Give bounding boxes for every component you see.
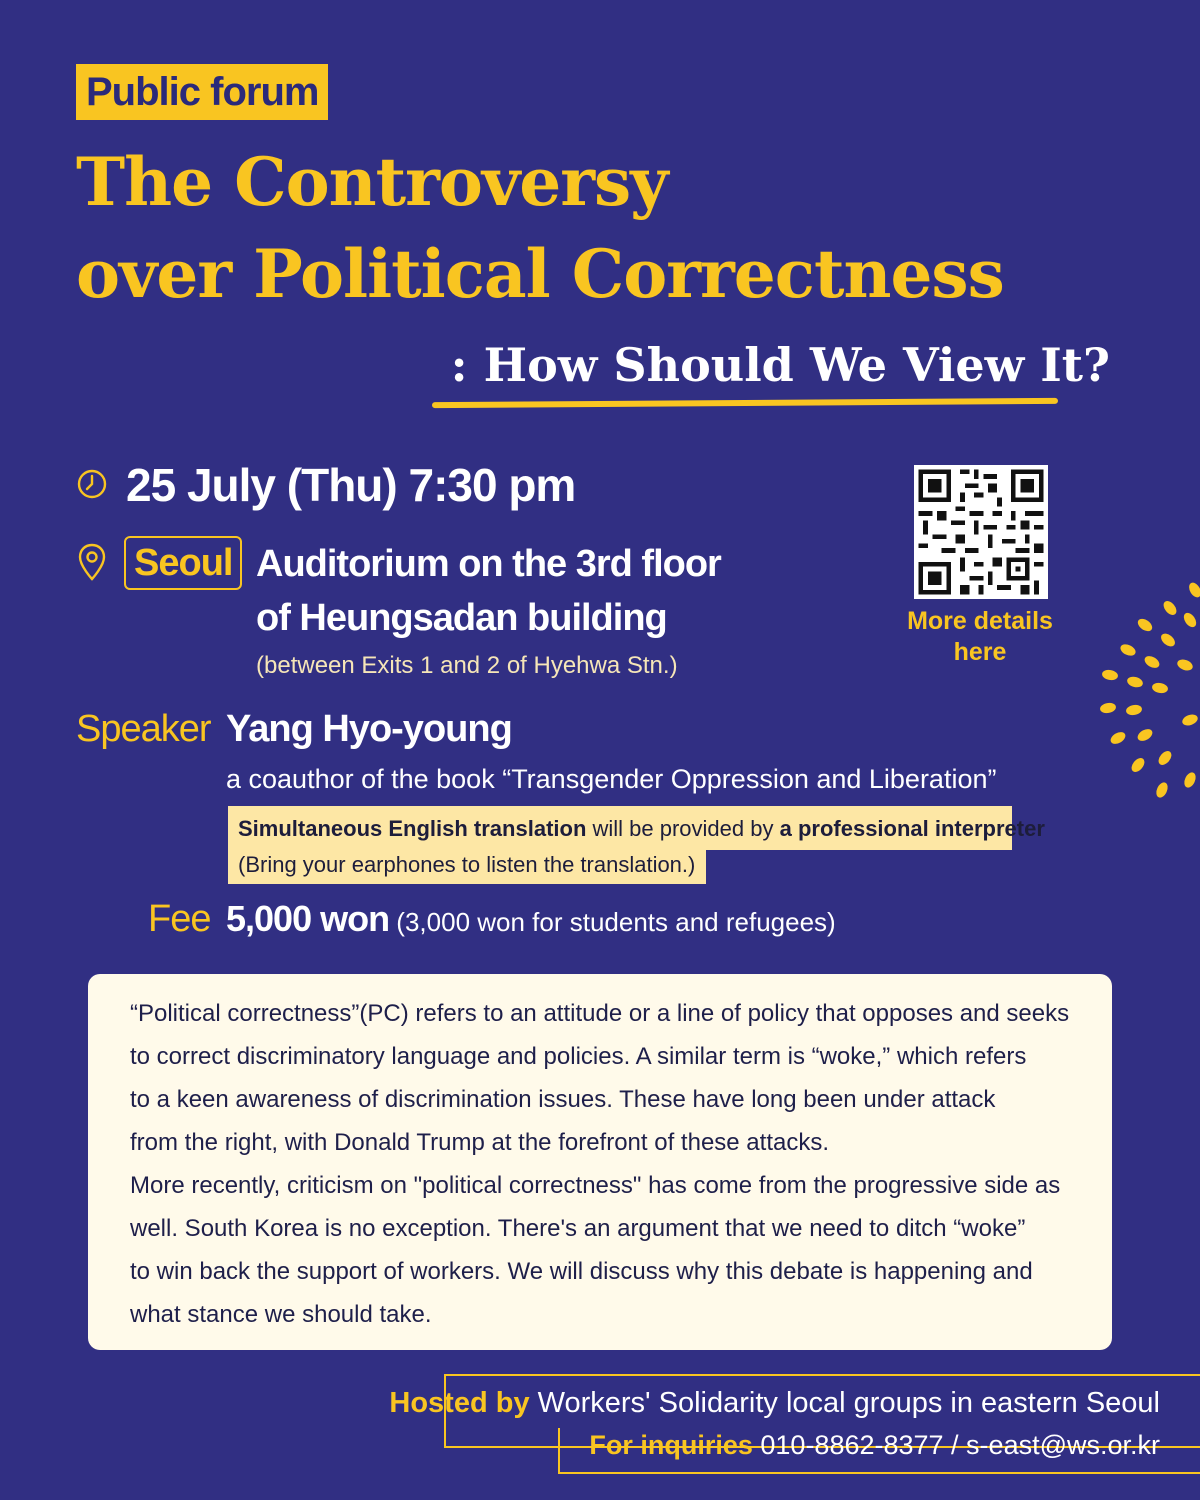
fee-note: (3,000 won for students and refugees): [389, 907, 836, 937]
inquiries-label: For inquiries: [589, 1430, 753, 1460]
translation-bold-2: a professional interpreter: [779, 816, 1045, 841]
location-pin-icon: [76, 542, 108, 582]
qr-label-line-1: More details: [907, 607, 1053, 635]
hosted-by-value: Workers' Solidarity local groups in eastern Seoul: [529, 1387, 1160, 1419]
subtitle: : How Should We View It?: [450, 338, 1110, 392]
decorative-burst: [1090, 570, 1200, 800]
speaker-label: Speaker: [76, 708, 211, 750]
translation-line-2: (Bring your earphones to listen the translation.): [238, 852, 696, 877]
qr-label-line-2: here: [953, 638, 1007, 666]
description-line-5: More recently, criticism on "political correctness" has come from the progressive side as: [130, 1172, 1061, 1199]
qr-label: [900, 606, 1060, 668]
description-line-4: from the right, with Donald Trump at the forefront of these attacks.: [130, 1129, 829, 1156]
description-line-8: what stance we should take.: [130, 1301, 432, 1328]
inquiries: [589, 1424, 1160, 1466]
fee-value: [226, 894, 836, 952]
translation-bold-1: Simultaneous English translation: [238, 816, 587, 841]
public-forum-tag: Public forum: [76, 64, 328, 120]
description-line-7: to win back the support of workers. We will discuss why this debate is happening and: [130, 1258, 1033, 1285]
speaker-description: a coauthor of the book “Transgender Oppression and Liberation”: [226, 764, 997, 794]
clock-icon: [76, 468, 108, 500]
translation-notice: [228, 806, 1045, 884]
event-datetime: 25 July (Thu) 7:30 pm: [126, 459, 576, 511]
title-line-2: over Political Correctness: [76, 235, 1004, 313]
hosted-by: [389, 1382, 1160, 1424]
city-badge: Seoul: [124, 536, 242, 590]
fee-amount: 5,000 won: [226, 898, 390, 939]
description-line-1: “Political correctness”(PC) refers to an attitude or a line of policy that opposes and seeks: [130, 1000, 1070, 1027]
speaker-name: Yang Hyo-young: [226, 708, 512, 750]
fee-label: Fee: [148, 898, 211, 940]
title-line-1: The Controversy: [76, 143, 668, 221]
description-line-2: to correct discriminatory language and policies. A similar term is “woke,” which refers: [130, 1043, 1027, 1070]
hosted-by-label: Hosted by: [389, 1387, 530, 1419]
translation-mid: will be provided by: [586, 816, 780, 841]
venue-note: (between Exits 1 and 2 of Hyehwa Stn.): [256, 652, 678, 679]
translation-line-1: [238, 812, 1045, 846]
qr-code[interactable]: [914, 465, 1048, 599]
inquiries-value[interactable]: 010-8862-8377 / s-east@ws.or.kr: [752, 1430, 1160, 1460]
description-line-3: to a keen awareness of discrimination issues. These have long been under attack: [130, 1086, 996, 1113]
description-line-6: well. South Korea is no exception. There's an argument that we need to ditch “woke”: [130, 1215, 1026, 1242]
venue-line-2: of Heungsadan building: [256, 597, 667, 639]
subtitle-underline: [432, 398, 1058, 408]
venue-line-1: Auditorium on the 3rd floor: [256, 543, 721, 585]
